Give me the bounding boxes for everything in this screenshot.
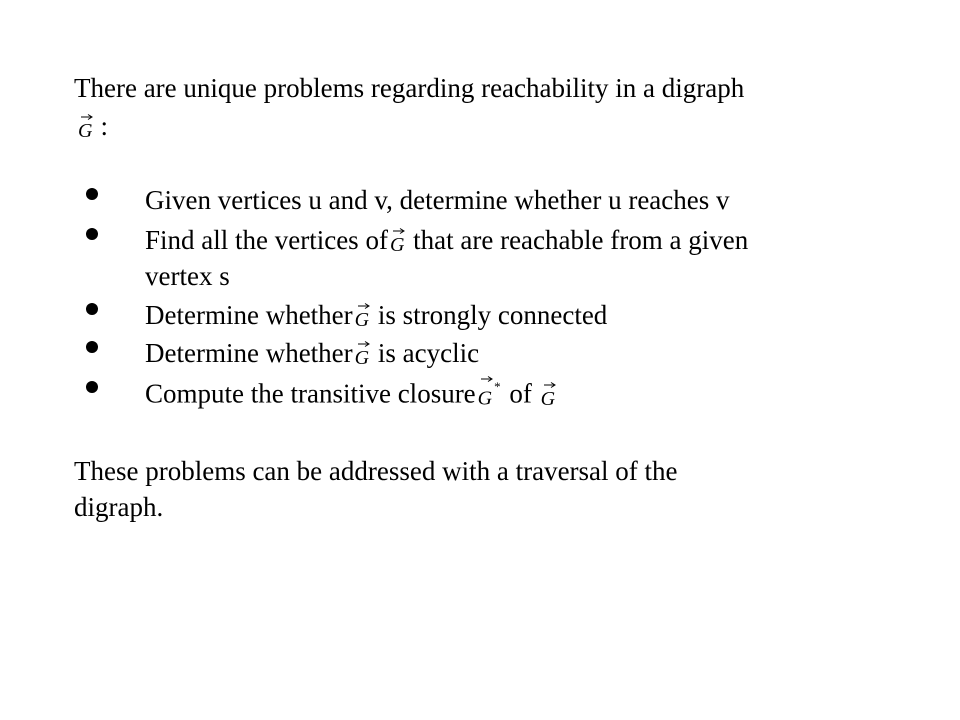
vector-arrow-icon (358, 340, 370, 348)
bullet-dot-icon (86, 188, 98, 200)
star-superscript: * (494, 379, 501, 394)
outro-text-line1: These problems can be addressed with a traversal of the (74, 456, 678, 486)
vector-arrow-icon (358, 302, 370, 310)
transitive-closure-symbol: G* (478, 375, 501, 409)
vector-arrow-icon (544, 381, 556, 389)
intro-text-line2 (74, 108, 108, 144)
bullet-dot-icon (86, 303, 98, 315)
vector-arrow-icon (481, 375, 493, 383)
intro-colon: : (100, 111, 108, 141)
bullet-text: Compute the transitive closure G* of G (145, 375, 557, 412)
digraph-symbol: G (355, 340, 369, 368)
vector-arrow-icon (81, 113, 93, 121)
bullet-text: Given vertices u and v, determine whether u reaches v (145, 185, 730, 215)
bullet-dot-icon (86, 228, 98, 240)
digraph-symbol: G (78, 113, 92, 141)
outro-text-line2: digraph. (74, 492, 164, 522)
bullet-dot-icon (86, 381, 98, 393)
bullet-text: Determine whether G is acyclic (145, 338, 480, 369)
digraph-symbol: G (541, 381, 555, 409)
intro-text-line1: There are unique problems regarding reachability in a digraph (74, 73, 745, 103)
bullet-dot-icon (86, 341, 98, 353)
digraph-symbol: G (355, 302, 369, 330)
digraph-symbol: G (390, 227, 404, 255)
bullet-text: Determine whether G is strongly connected (145, 300, 608, 331)
bullet-text: Find all the vertices of G that are reachable from a given (145, 225, 749, 256)
bullet-text-continuation: vertex s (145, 261, 230, 291)
vector-arrow-icon (393, 227, 405, 235)
